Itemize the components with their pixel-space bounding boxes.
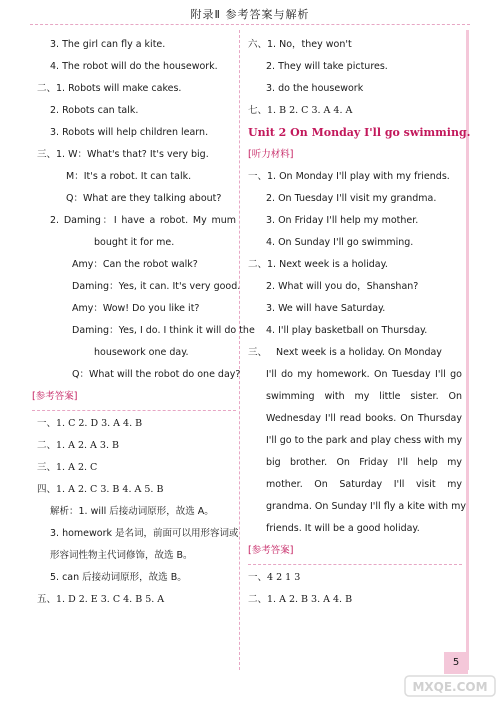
- unit-title: Unit 2 On Monday I'll go swimming.: [248, 126, 471, 139]
- text-line: 六、1. No，they won't: [248, 39, 352, 50]
- text-line: I'll do my homework. On Tuesday I'll go: [266, 369, 462, 380]
- text-line: 2. They will take pictures.: [266, 61, 388, 72]
- text-line: 3. do the housework: [266, 83, 364, 94]
- answer-line: 一、1. C 2. D 3. A 4. B: [37, 418, 143, 429]
- text-line: M：It's a robot. It can talk.: [66, 171, 192, 182]
- text-line: 3. Robots will help children learn.: [50, 127, 209, 138]
- explanation-line: 3. homework 是名词，前面可以用形容词或: [50, 528, 239, 539]
- section-label: [听力材料]: [248, 149, 294, 160]
- text-line: 3. We will have Saturday.: [266, 303, 386, 314]
- left-column: [32, 34, 255, 611]
- text-line: 3. On Friday I'll help my mother.: [266, 215, 419, 226]
- text-line: mother. On Saturday I'll visit my: [266, 479, 462, 490]
- answer-line: 五、1. D 2. E 3. C 4. B 5. A: [37, 594, 165, 605]
- text-line: 一、1. On Monday I'll play with my friends.: [248, 171, 450, 182]
- answer-line: 三、1. A 2. C: [37, 462, 98, 473]
- text-line: Daming：Yes, it can. It's very good.: [72, 281, 241, 292]
- section-label: [参考答案]: [32, 391, 78, 402]
- text-line: 4. I'll play basketball on Thursday.: [266, 325, 428, 336]
- column-divider: [239, 30, 240, 670]
- explanation-line: 形容词性物主代词修饰，故选 B。: [50, 550, 193, 561]
- text-line: 二、1. Robots will make cakes.: [37, 83, 182, 94]
- text-line: Daming：Yes, I do. I think it will do the: [72, 325, 255, 336]
- section-rule: [32, 410, 236, 411]
- text-line: Amy：Wow! Do you like it?: [72, 303, 200, 314]
- text-line: Amy：Can the robot walk?: [72, 259, 198, 270]
- text-line: 2. What will you do，Shanshan?: [266, 281, 419, 292]
- text-line: Q：What are they talking about?: [66, 193, 222, 204]
- text-line: grandma. On Sunday I'll fly a kite with my: [266, 501, 466, 512]
- explanation-line: 5. can 后接动词原形，故选 B。: [50, 572, 187, 583]
- text-line: 三、 Next week is a holiday. On Monday: [248, 347, 442, 358]
- page-header: 附录Ⅱ 参考答案与解析: [190, 8, 310, 21]
- text-line: 4. The robot will do the housework.: [50, 61, 218, 72]
- right-column: [248, 34, 471, 611]
- header-rule: [30, 24, 470, 25]
- text-line: 4. On Sunday I'll go swimming.: [266, 237, 414, 248]
- section-rule: [248, 564, 462, 565]
- page-number: 5: [444, 652, 468, 674]
- text-line: 2. Robots can talk.: [50, 105, 139, 116]
- text-line: 3. The girl can fly a kite.: [50, 39, 166, 50]
- text-line: 2. Daming：I have a robot. My mum: [50, 215, 236, 226]
- watermark-logo-icon: [404, 674, 496, 698]
- answer-line: 四、1. A 2. C 3. B 4. A 5. B: [37, 484, 164, 495]
- text-line: 三、1. W：What's that? It's very big.: [37, 149, 209, 160]
- text-line: big brother. On Friday I'll help my: [266, 457, 462, 468]
- text-line: swimming with my little sister. On: [266, 391, 462, 402]
- text-line: Wednesday I'll read books. On Thursday: [266, 413, 462, 424]
- watermark-logo: [402, 674, 498, 700]
- explanation-line: 解析：1. will 后接动词原形，故选 A。: [50, 506, 214, 517]
- text-line: housework one day.: [94, 347, 189, 358]
- text-line: 二、1. Next week is a holiday.: [248, 259, 388, 270]
- text-line: Q：What will the robot do one day?: [72, 369, 241, 380]
- text-line: 2. On Tuesday I'll visit my grandma.: [266, 193, 437, 204]
- answer-line: 二、1. A 2. A 3. B: [37, 440, 119, 451]
- text-line: bought it for me.: [94, 237, 175, 248]
- section-label: [参考答案]: [248, 545, 294, 556]
- answer-line: 一、4 2 1 3: [248, 572, 301, 583]
- answer-line: 七、1. B 2. C 3. A 4. A: [248, 105, 353, 116]
- svg-text:MXQE.COM: MXQE.COM: [412, 680, 488, 694]
- text-line: friends. It will be a good holiday.: [266, 523, 420, 534]
- text-line: I'll go to the park and play chess with my: [266, 435, 463, 446]
- answer-line: 二、1. A 2. B 3. A 4. B: [248, 594, 353, 605]
